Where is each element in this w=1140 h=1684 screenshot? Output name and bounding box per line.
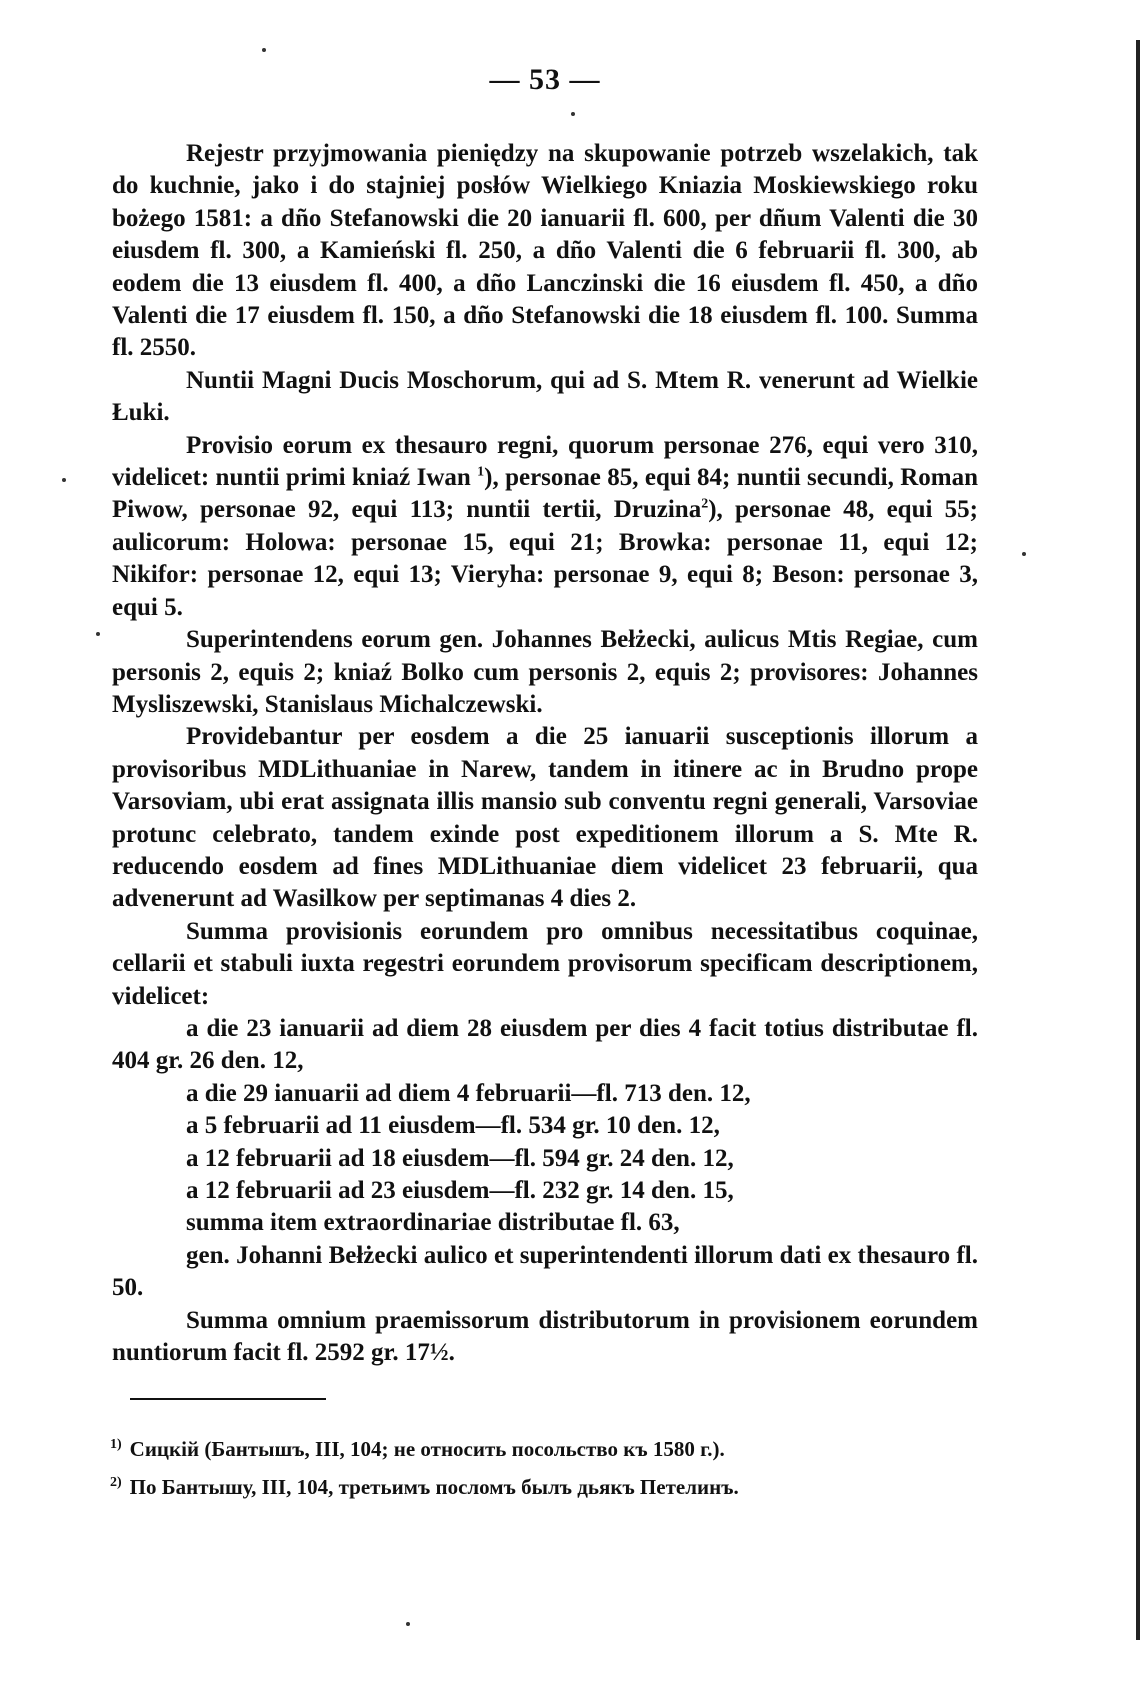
- scan-speck: [262, 48, 266, 52]
- list-line-2: a die 29 ianuarii ad diem 4 februarii—fl. 713 den. 12,: [186, 1079, 751, 1107]
- footnote-ref-1: 1: [477, 464, 485, 480]
- document-page: [112, 60, 978, 1369]
- paragraph-providebantur: Providebantur per eosdem a die 25 ianuarii susceptionis illorum a provisoribus MDLithuaniae in Narew, tandem in itinere ac in Brudno prope Varsoviam, ubi erat assignata illis mansio sub conventu regni generali, Varsoviae protunc celebrato, tandem exinde post expeditionem illorum a S. Mte R. reducendo eosdem ad fines MDLithuaniae diem videlicet 23 februarii, qua advenerunt ad Wasilkow per septimanas 4 dies 2.: [112, 723, 978, 913]
- scan-speck: [571, 112, 575, 116]
- footnote-2: [110, 1466, 990, 1504]
- list-line-5: a 12 februarii ad 23 eiusdem—fl. 232 gr. 14 den. 15,: [186, 1177, 734, 1204]
- footnote-ref-2: 2: [701, 497, 709, 513]
- scan-speck: [1022, 552, 1026, 556]
- scan-speck: [406, 1622, 410, 1626]
- list-line-1: a die 23 ianuarii ad diem 28 eiusdem per dies 4 facit totius distributae fl. 404 gr. 26 den. 12,: [112, 1014, 978, 1075]
- paragraph-register: Rejestr przyjmowania pieniędzy na skupowanie potrzeb wszelakich, tak do kuchnie, jako i do stajniej posłów Wielkiego Kniazia Moskiewskiego roku bożego 1581: a dño Stefanowski die 20 ianuarii fl. 600, per dñum Valenti die 30 eiusdem fl. 300, a Kamieński fl. 250, a dño Valenti die 6 februarii fl. 300, ab eodem die 13 eiusdem fl. 400, a dño Lanczinski die 16 eiusdem fl. 450, a dño Valenti die 17 eiusdem fl. 150, a dño Stefanowski die 18 eiusdem fl. 100. Summa fl. 2550.: [112, 140, 978, 362]
- footnote-text: Сицкій (Бантышъ, III, 104; не относить посольство къ 1580 г.).: [129, 1437, 725, 1461]
- footnote-mark: 1): [110, 1437, 122, 1452]
- footnote-text: По Бантышу, III, 104, третьимъ посломъ былъ дьякъ Петелинъ.: [129, 1475, 739, 1499]
- provisio-text-c: ), personae 48, equi 55; aulicorum: Holowa: personae 15, equi 21; Browka: personae 11, equi 12; Nikifor: personae 12, equi 13; Vieryha: personae 9, equi 8; Beson: personae 3, equi 5.: [112, 496, 979, 621]
- provisio-text-a: Provisio eorum ex thesauro regni, quorum personae 276, equi vero 310, videlicet: nuntii primi kniaź Iwan: [112, 431, 978, 492]
- paragraph-summa-omnium: Summa omnium praemissorum distributorum in provisionem eorundem nuntiorum facit fl. 2592 gr. 17½.: [112, 1306, 978, 1367]
- page-edge-shadow: [1136, 40, 1140, 1640]
- footnote-divider: [130, 1398, 326, 1400]
- page-number: — 53 —: [489, 63, 601, 96]
- paragraph-summa-provisionis: Summa provisionis eorundem pro omnibus necessitatibus coquinae, cellarii et stabuli iuxta regestri eorundem provisorum specificam descriptionem, videlicet:: [112, 917, 978, 1010]
- paragraph-superintendens: Superintendens eorum gen. Johannes Bełżecki, aulicus Mtis Regiae, cum personis 2, equis 2; kniaź Bolko cum personis 2, equis 2; provisores: Johannes Mysliszewski, Stanislaus Michalczewski.: [112, 626, 978, 718]
- paragraph-provisio: [112, 430, 978, 624]
- list-line-7: gen. Johanni Bełżecki aulico et superintendenti illorum dati ex thesauro fl. 50.: [112, 1241, 978, 1302]
- paragraph-nuntii-heading: Nuntii Magni Ducis Moschorum, qui ad S. Mtem R. venerunt ad Wielkie Łuki.: [112, 366, 978, 427]
- footnote-1: [110, 1428, 990, 1466]
- scan-speck: [62, 478, 66, 482]
- provisio-text-b: ), personae 85, equi 84; nuntii secundi, Roman Piwow, personae 92, equi 113; nuntii tertii, Druzina: [112, 464, 978, 524]
- list-line-3: a 5 februarii ad 11 eiusdem—fl. 534 gr. 10 den. 12,: [186, 1112, 720, 1140]
- list-line-4: a 12 februarii ad 18 eiusdem—fl. 594 gr. 24 den. 12,: [186, 1144, 734, 1172]
- footnotes: [110, 1428, 990, 1504]
- list-line-6: summa item extraordinariae distributae fl. 63,: [186, 1209, 680, 1237]
- footnote-mark: 2): [110, 1475, 122, 1490]
- scan-speck: [96, 632, 100, 636]
